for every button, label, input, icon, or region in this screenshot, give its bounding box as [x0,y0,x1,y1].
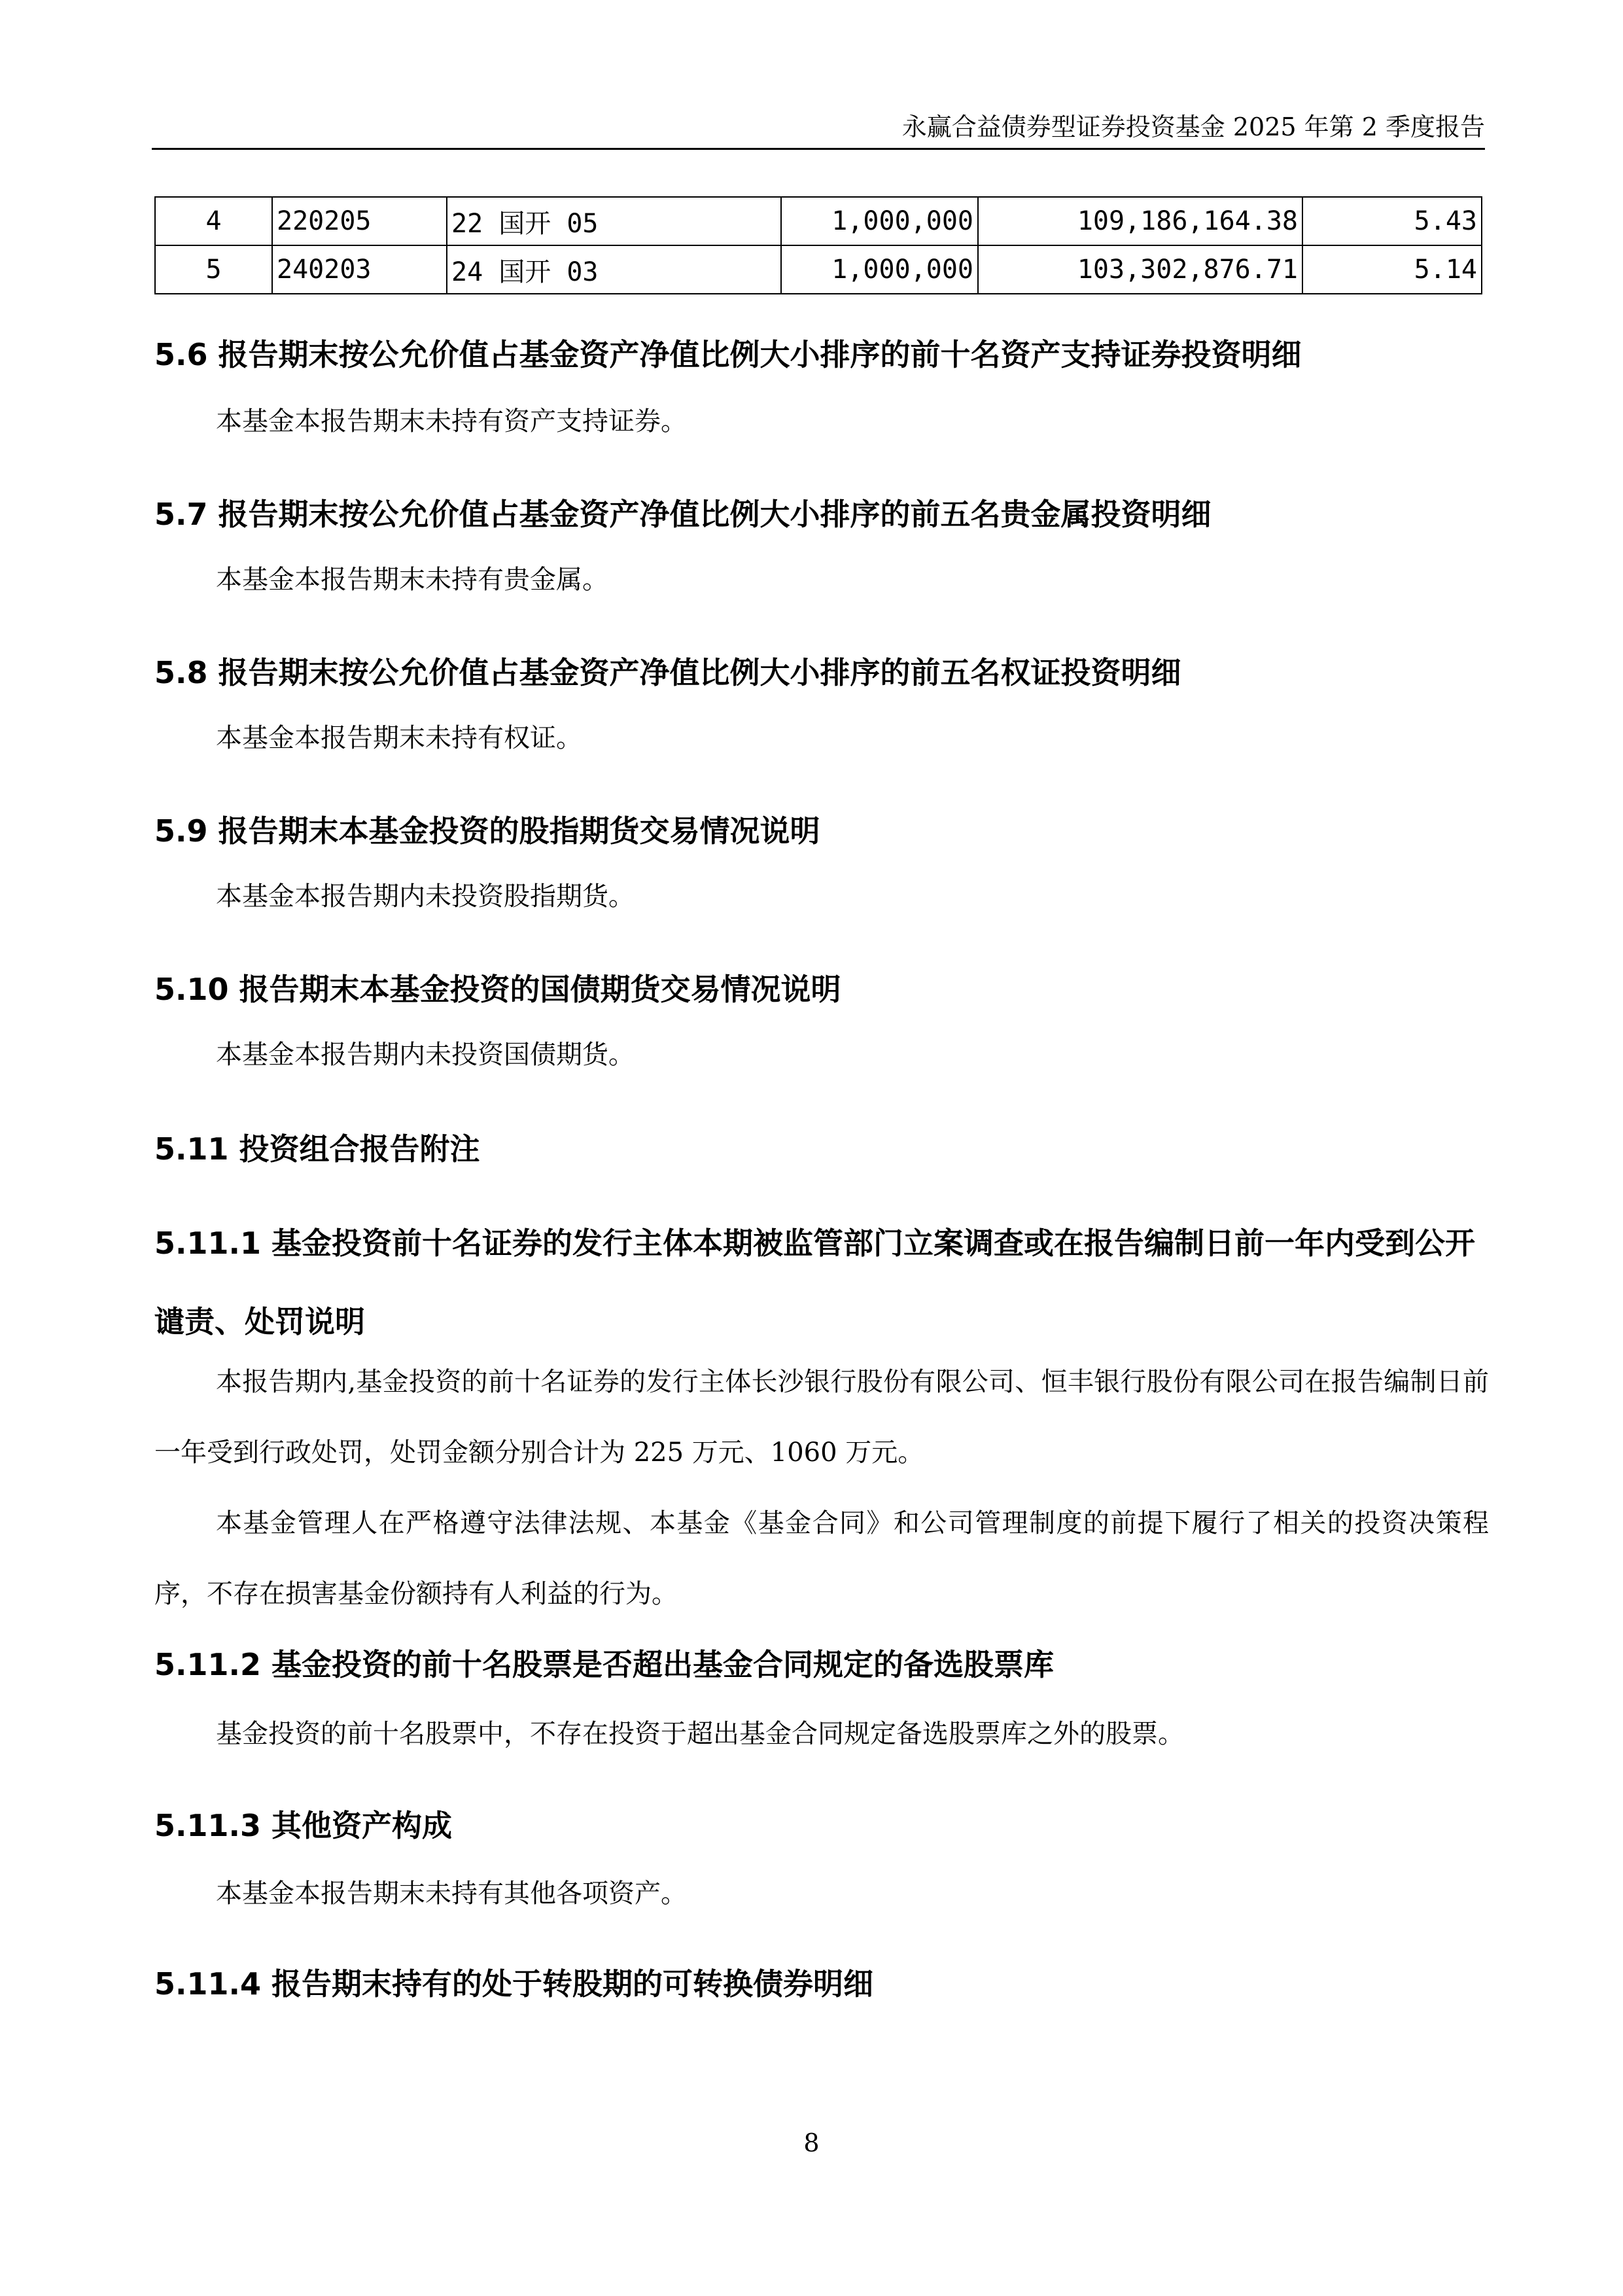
section-body: 本基金本报告期末未持有资产支持证券。 [216,406,687,436]
header-divider [152,148,1485,150]
section-5-9 [154,809,1489,853]
table-cell-quantity: 1,000,000 [781,197,978,245]
section-5-11-3 [154,1803,1489,1848]
section-heading: 5.7 报告期末按公允价值占基金资产净值比例大小排序的前五名贵金属投资明细 [154,497,1212,532]
section-body: 本基金本报告期内未投资股指期货。 [216,881,635,911]
holdings-table [154,196,1482,294]
section-heading: 5.11 投资组合报告附注 [154,1131,480,1167]
section-5-11-2 [154,1642,1489,1687]
table-row [155,245,1482,294]
section-heading: 5.6 报告期末按公允价值占基金资产净值比例大小排序的前十名资产支持证券投资明细 [154,337,1302,372]
section-heading: 5.11.4 报告期末持有的处于转股期的可转换债券明细 [154,1966,873,2002]
table-cell-name: 24 国开 03 [447,245,781,294]
table-cell-nav-ratio: 5.14 [1302,245,1482,294]
section-heading: 5.11.2 基金投资的前十名股票是否超出基金合同规定的备选股票库 [154,1647,1054,1682]
section-5-11-4 [154,1962,1489,2006]
section-body: 本基金本报告期末未持有贵金属。 [216,565,608,595]
section-5-9-body [154,877,1489,916]
report-header-title: 永赢合益债券型证券投资基金 2025 年第 2 季度报告 [901,113,1485,141]
table-cell-code: 240203 [272,245,447,294]
section-heading: 5.11.1 基金投资前十名证券的发行主体本期被监管部门立案调查或在报告编制日前一年内受到公开谴责、处罚说明 [154,1226,1475,1339]
table-cell-fair-value: 109,186,164.38 [978,197,1302,245]
section-5-11 [154,1127,1489,1171]
table-cell-quantity: 1,000,000 [781,245,978,294]
section-5-6 [154,332,1489,377]
table-cell-nav-ratio: 5.43 [1302,197,1482,245]
section-5-6-body [154,402,1489,441]
section-5-11-1-body [154,1347,1489,1629]
section-heading: 5.11.3 其他资产构成 [154,1808,452,1843]
section-5-8-body [154,718,1489,758]
section-body: 基金投资的前十名股票中，不存在投资于超出基金合同规定备选股票库之外的股票。 [216,1719,1184,1749]
section-5-7 [154,492,1489,537]
table-cell-index: 4 [155,197,272,245]
section-heading: 5.10 报告期末本基金投资的国债期货交易情况说明 [154,972,841,1007]
table-cell-index: 5 [155,245,272,294]
section-5-11-3-body [154,1874,1489,1913]
section-5-10 [154,967,1489,1012]
section-body: 本基金本报告期内未投资国债期货。 [216,1040,635,1070]
page-number: 8 [803,2128,820,2157]
section-body: 本基金本报告期末未持有其他各项资产。 [216,1879,687,1909]
section-paragraph: 本基金管理人在严格遵守法律法规、本基金《基金合同》和公司管理制度的前提下履行了相关的投资决策程序，不存在损害基金份额持有人利益的行为。 [154,1508,1489,1609]
table-row [155,197,1482,245]
section-paragraph: 本报告期内,基金投资的前十名证券的发行主体长沙银行股份有限公司、恒丰银行股份有限公司在报告编制日前一年受到行政处罚，处罚金额分别合计为 225 万元、1060 万元。 [154,1367,1489,1468]
section-5-7-body [154,560,1489,599]
section-5-10-body [154,1035,1489,1074]
section-body: 本基金本报告期末未持有权证。 [216,723,582,753]
table-cell-fair-value: 103,302,876.71 [978,245,1302,294]
section-5-8 [154,650,1489,695]
section-5-11-2-body [154,1714,1489,1754]
section-5-11-1 [154,1204,1489,1361]
table-cell-code: 220205 [272,197,447,245]
section-heading: 5.8 报告期末按公允价值占基金资产净值比例大小排序的前五名权证投资明细 [154,655,1181,690]
section-heading: 5.9 报告期末本基金投资的股指期货交易情况说明 [154,813,820,849]
table-cell-name: 22 国开 05 [447,197,781,245]
